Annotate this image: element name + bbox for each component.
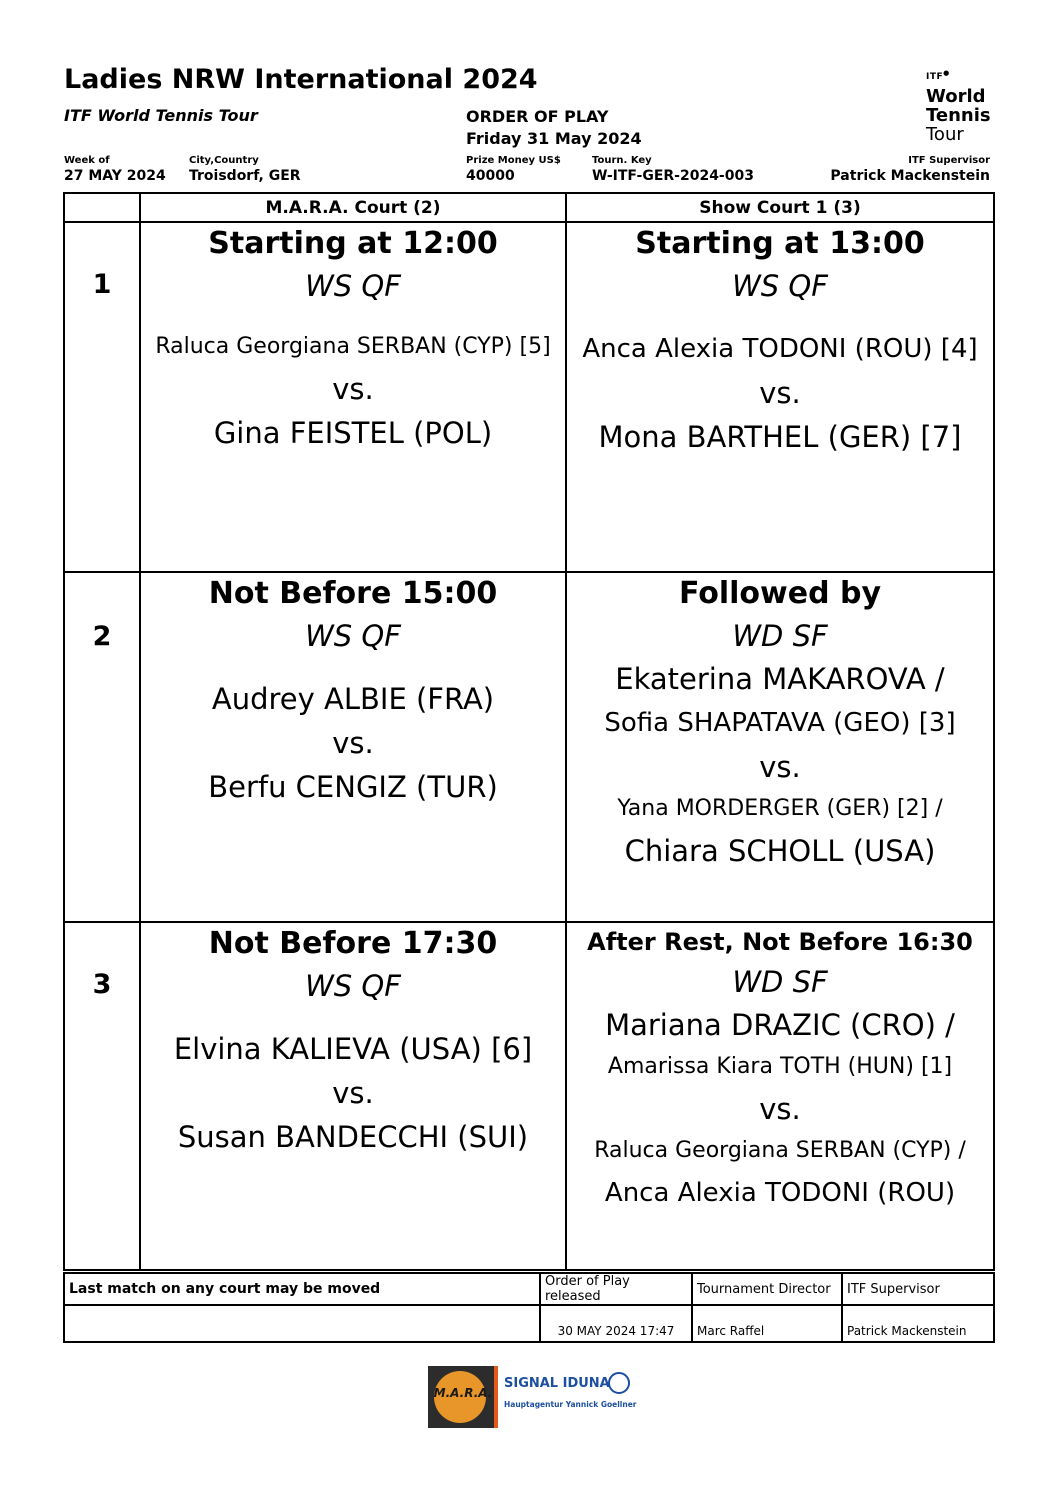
player-2: Berfu CENGIZ (TUR)	[208, 770, 498, 804]
meta-prize	[466, 155, 561, 184]
tournament-title: Ladies NRW International 2024	[64, 64, 538, 95]
court-header-row	[64, 193, 994, 222]
signal-iduna-icon	[608, 1372, 630, 1394]
logo-world-text: World	[926, 86, 986, 107]
order-of-play-label: ORDER OF PLAY	[466, 107, 609, 126]
row-number: 3	[64, 922, 140, 1270]
footer-label-row	[64, 1273, 994, 1305]
match-row	[64, 922, 994, 1270]
start-time: Starting at 12:00	[208, 226, 498, 261]
logo-tennis-text: Tennis	[926, 105, 991, 126]
team-2-player-b: Anca Alexia TODONI (ROU)	[604, 1178, 956, 1208]
city-label: City,Country	[189, 155, 259, 166]
team-1-player-a: Mariana DRAZIC (CRO) /	[605, 1008, 955, 1042]
signal-iduna-logo: SIGNAL IDUNA	[504, 1376, 610, 1391]
court-header-show-court: Show Court 1 (3)	[566, 193, 994, 222]
meta-week	[64, 155, 166, 184]
start-time: Followed by	[678, 576, 882, 611]
player-1: Anca Alexia TODONI (ROU) [4]	[582, 334, 978, 364]
play-date: Friday 31 May 2024	[466, 129, 642, 148]
week-value: 27 MAY 2024	[64, 168, 166, 184]
start-time: Not Before 17:30	[208, 926, 498, 961]
key-label: Tourn. Key	[592, 155, 652, 166]
mara-logo	[428, 1366, 498, 1428]
supervisor-label: ITF Supervisor	[908, 155, 990, 166]
logo-itf-text: ITF●	[926, 69, 950, 82]
start-time: After Rest, Not Before 16:30	[587, 928, 973, 956]
footer-note: Last match on any court may be moved	[64, 1273, 540, 1305]
player-1: Elvina KALIEVA (USA) [6]	[173, 1032, 533, 1066]
sponsor-logos	[428, 1366, 638, 1428]
start-time: Starting at 13:00	[635, 226, 925, 261]
team-2-player-a: Raluca Georgiana SERBAN (CYP) /	[594, 1138, 966, 1163]
tour-subtitle: ITF World Tennis Tour	[64, 106, 258, 125]
prize-value: 40000	[466, 168, 515, 184]
director-label: Tournament Director	[692, 1273, 842, 1305]
footer-supervisor-label: ITF Supervisor	[842, 1273, 994, 1305]
order-of-play-heading	[466, 106, 642, 150]
order-of-play-table	[63, 192, 995, 1271]
event-code: WS QF	[305, 619, 401, 653]
footer-supervisor-value: Patrick Mackenstein	[842, 1305, 994, 1342]
key-value: W-ITF-GER-2024-003	[592, 168, 754, 184]
match-cell	[566, 222, 994, 572]
vs-label: vs.	[332, 726, 374, 760]
match-row	[64, 572, 994, 922]
match-cell	[140, 922, 566, 1270]
signal-iduna-agency: Hauptagentur Yannick Goellner	[504, 1400, 637, 1409]
match-cell	[140, 572, 566, 922]
footer-blank	[64, 1305, 540, 1342]
team-1-player-b: Sofia SHAPATAVA (GEO) [3]	[604, 708, 956, 738]
event-code: WD SF	[732, 965, 828, 999]
logo-tour-text: Tour	[926, 124, 964, 145]
match-cell	[566, 572, 994, 922]
director-value: Marc Raffel	[692, 1305, 842, 1342]
match-row	[64, 222, 994, 572]
match-cell	[140, 222, 566, 572]
vs-label: vs.	[332, 1076, 374, 1110]
team-1-player-b: Amarissa Kiara TOTH (HUN) [1]	[607, 1054, 953, 1079]
start-time: Not Before 15:00	[208, 576, 498, 611]
meta-supervisor	[830, 155, 990, 184]
itf-world-tennis-tour-logo	[926, 64, 998, 144]
player-2: Gina FEISTEL (POL)	[213, 416, 493, 450]
team-2-player-b: Chiara SCHOLL (USA)	[624, 834, 936, 868]
vs-label: vs.	[759, 1092, 801, 1126]
supervisor-value: Patrick Mackenstein	[830, 168, 990, 184]
player-2: Mona BARTHEL (GER) [7]	[598, 420, 962, 454]
meta-city	[189, 155, 301, 184]
player-1: Audrey ALBIE (FRA)	[211, 682, 495, 716]
court-header-mara: M.A.R.A. Court (2)	[140, 193, 566, 222]
event-code: WS QF	[305, 269, 401, 303]
event-code: WS QF	[305, 969, 401, 1003]
player-2: Susan BANDECCHI (SUI)	[177, 1120, 529, 1154]
player-1: Raluca Georgiana SERBAN (CYP) [5]	[155, 334, 551, 359]
row-number: 1	[64, 222, 140, 572]
match-cell	[566, 922, 994, 1270]
vs-label: vs.	[332, 372, 374, 406]
row-number: 2	[64, 572, 140, 922]
vs-label: vs.	[759, 750, 801, 784]
event-code: WS QF	[732, 269, 828, 303]
released-value: 30 MAY 2024 17:47	[540, 1305, 692, 1342]
city-value: Troisdorf, GER	[189, 168, 301, 184]
team-2-player-a: Yana MORDERGER (GER) [2] /	[617, 796, 943, 821]
mara-logo-text: M.A.R.A.	[433, 1386, 493, 1400]
team-1-player-a: Ekaterina MAKAROVA /	[615, 662, 945, 696]
vs-label: vs.	[759, 376, 801, 410]
released-label: Order of Play released	[540, 1273, 692, 1305]
meta-key	[592, 155, 754, 184]
corner-cell	[64, 193, 140, 222]
prize-label: Prize Money US$	[466, 155, 561, 166]
footer-value-row	[64, 1305, 994, 1342]
week-label: Week of	[64, 155, 110, 166]
event-code: WD SF	[732, 619, 828, 653]
footer-table	[63, 1272, 995, 1343]
